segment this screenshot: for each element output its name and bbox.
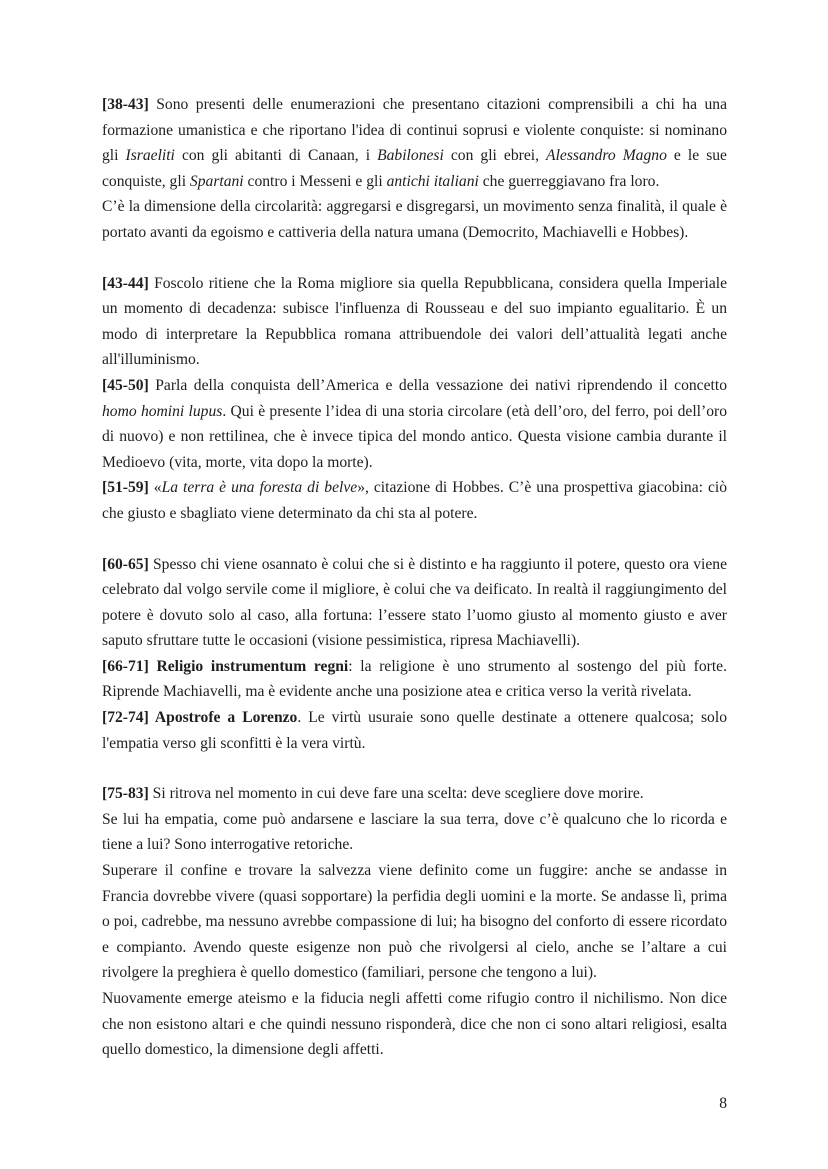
paragraph [102,807,727,858]
text-run: Parla della conquista dell’America e della vessazione dei nativi riprendendo il concetto [148,376,727,394]
text-run: . Le virtù usuraie sono quelle destinate a ottenere qualcosa; solo l'empatia verso gli sconfitti è la vera virtù. [102,709,727,752]
text-run: Nuovamente emerge ateismo e la fiducia negli affetti come rifugio contro il nichilismo. Non dice che non esistono altari e che quindi nessuno risponderà, dice che non ci sono altari religiosi, esalta quello domestico, la dimensione degli affetti. [102,990,727,1059]
text-run: . Qui è presente l’idea di una storia circolare (età dell’oro, del ferro, poi dell’oro di nuovo) e non rettilinea, che è invece tipica del mondo antico. Questa visione cambia durante il Medioevo (vita, morte, vita dopo la morte). [102,402,727,471]
bold-run: [45-50] [102,376,149,394]
text-run: », citazione di Hobbes. C’è una prospettiva giacobina: ciò che giusto e sbagliato viene determinato da chi sta al potere. [102,479,727,522]
text-run: che guerreggiavano fra loro. [478,172,660,190]
paragraph [102,92,727,194]
paragraph [102,705,727,756]
page-body [102,92,727,1063]
italic-run: Spartani [189,172,244,190]
bold-run: [38-43] [102,96,149,113]
paragraph-gap [102,527,727,552]
italic-run: homo homini lupus [102,402,223,420]
text-run: Se lui ha empatia, come può andarsene e lasciare la sua terra, dove c’è qualcuno che lo ricorda e tiene a lui? Sono interrogative retoriche. [102,810,727,854]
text-run: contro i Messeni e gli [243,172,387,190]
paragraph-gap [102,756,727,781]
text-run: « [148,479,162,497]
bold-run: [72-74] Apostrofe a Lorenzo [102,709,298,727]
italic-run: Israeliti [125,147,175,165]
paragraph [102,986,727,1063]
bold-run: [60-65] [102,555,149,573]
bold-run: [66-71] Religio instrumentum regni [102,657,349,675]
text-run: Foscolo ritiene che la Roma migliore sia quella Repubblicana, considera quella Imperiale un momento di decadenza: subisce l'influenza di Rousseau e del suo impianto egualitario. È un modo di interpretare la Repubblica romana attribuendole dei valori dell’attualità legati anche all'illuminismo. [102,274,727,369]
italic-run: Babilonesi [377,147,444,165]
text-run: Si ritrova nel momento in cui deve fare una scelta: deve scegliere dove morire. [148,785,644,803]
italic-run: antichi italiani [386,172,479,190]
paragraph [102,858,727,986]
paragraph [102,781,727,807]
italic-run: La terra è una foresta di belve [161,479,358,497]
paragraph [102,373,727,475]
bold-run: [51-59] [102,479,149,497]
text-run: : la religione è uno strumento al sostengo del più forte. Riprende Machiavelli, ma è evidente anche una posizione atea e critica verso la verità rivelata. [102,657,727,701]
paragraph [102,654,727,705]
paragraph [102,552,727,654]
paragraph [102,475,727,526]
bold-run: [43-44] [102,274,149,292]
paragraph [102,194,727,245]
text-run: C’è la dimensione della circolarità: aggregarsi e disgregarsi, un movimento senza finalità, il quale è portato avanti da egoismo e cattiveria della natura umana (Democrito, Machiavelli e Hobbes). [102,198,727,241]
text-run: e le sue conquiste, gli [102,147,727,190]
text-run: con gli abitanti di Canaan, i [174,147,378,165]
text-run: Sono presenti delle enumerazioni che presentano citazioni comprensibili a chi ha una formazione umanistica e che riportano l'idea di continui soprusi e violente conquiste: si nominano gli [102,96,727,165]
paragraph [102,271,727,373]
text-run: con gli ebrei, [443,147,547,165]
paragraph-gap [102,246,727,271]
bold-run: [75-83] [102,785,149,803]
italic-run: Alessandro Magno [546,147,667,165]
text-run: Spesso chi viene osannato è colui che si è distinto e ha raggiunto il potere, questo ora viene celebrato dal volgo servile come il migliore, è colui che va deificato. In realtà il raggiungimento del potere è dovuto solo al caso, alla fortuna: l’essere stato l’uomo giusto al momento giusto e aver saputo sfruttare tutte le occasioni (visione pessimistica, ripresa Machiavelli). [102,555,727,650]
page-number: 8 [719,1095,727,1112]
text-run: Superare il confine e trovare la salvezza viene definito come un fuggire: anche se andasse in Francia dovrebbe vivere (quasi sopportare) la perfidia degli uomini e la morte. Se andasse lì, prima o poi, cadrebbe, ma nessuno avrebbe compassione di lui; ha bisogno del conforto di essere ricordato e compianto. Avendo queste esigenze non può che rivolgersi al cielo, anche se l’altare a cui rivolgere la preghiera è quello domestico (familiari, persone che tengono a lui). [102,862,727,982]
